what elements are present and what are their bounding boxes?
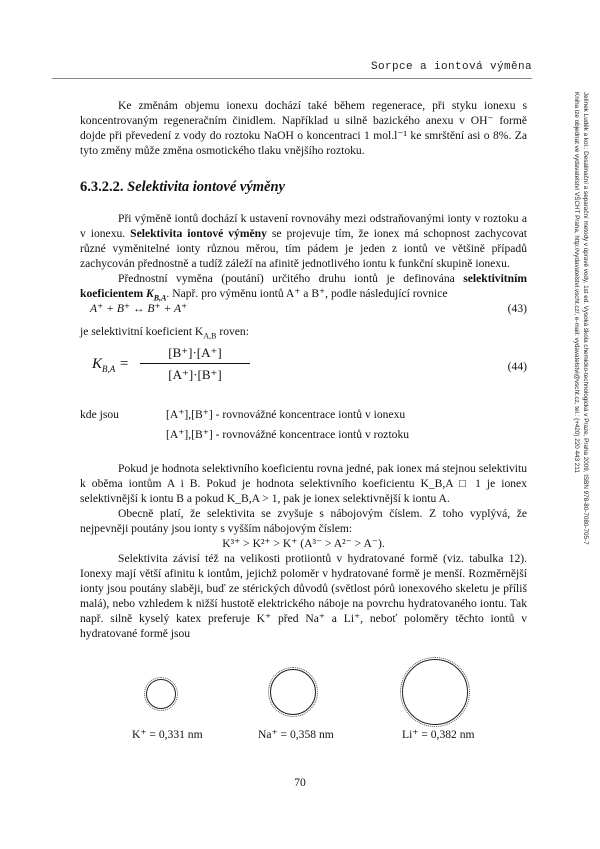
section-number: 6.3.2.2. — [80, 179, 124, 195]
definitions-block — [80, 407, 527, 447]
page-number: 70 — [294, 776, 306, 789]
definitions-label: kde jsou — [80, 408, 119, 421]
page-content — [80, 98, 527, 745]
equation-43 — [80, 301, 527, 318]
equation-44 — [80, 341, 527, 397]
text-run: je selektivitní koeficient K — [80, 325, 204, 338]
subscript: A,B — [203, 331, 217, 341]
ion-circle-li — [402, 659, 468, 725]
definition-ionex: [A⁺],[B⁺] - rovnovážné koncentrace iontů v ionexu — [166, 408, 406, 421]
side-citation-note — [538, 92, 590, 592]
paragraph-charge: Obecně platí, že selektivita se zvyšuje s nábojovým číslem. Z toho vyplývá, že nejpevněji poutány jsou ionty s vyšším nábojovým číslem: — [80, 507, 527, 535]
text-run: . Např. pro výměnu iontů A⁺ a B⁺, podle následující rovnice — [166, 287, 448, 300]
section-heading — [80, 180, 527, 195]
text-run: se projevuje tím, že ionex má schopnost zachycovat různé vyměnitelné ionty různou měrou, tím pádem je jeden z iontů ve většině případů zachycován přednostně a tudíž záleží na afinitě jednotlivého iontu k funkční skupině ionexu. — [80, 227, 527, 270]
side-note-line-2: Kniha lze objednat ve vydavatelství VŠCHT Praha, http://vydavatelstvi.vscht.cz/, e-mail: vydavatelstvi@vscht.cz, tel.: (+420) 220 443 211 — [573, 92, 580, 473]
running-header: Sorpce a iontová výměna — [370, 61, 532, 73]
bold-term: selektivitním koeficientem — [80, 272, 527, 300]
equation-44-number: (44) — [507, 360, 527, 373]
ion-label-k: K⁺ = 0,331 nm — [132, 728, 203, 741]
equation-43-number: (43) — [507, 302, 527, 315]
ion-circle-k — [146, 679, 176, 709]
paragraph-regeneration: Ke změnám objemu ionexu dochází také během regenerace, při styku ionexu s koncentrovaným regeneračním činidlem. Například u silně bazického anexu v OH⁻ formě dojde při převedení z vody do roztoku NaOH o koncentraci 1 mol.l⁻¹ ke smrštění asi o 8%. Za tyto změny může změna osmotického tlaku vnějšího roztoku. — [80, 99, 527, 157]
paragraph-coefficient: Přednostní vyměna (poutání) určitého druhu iontů je definována selektivitním koeficientem $K_{B,A}$. Např. pro výměnu iontů A⁺ a B⁺, podle následující rovnice — [80, 272, 527, 303]
ion-label-li: Li⁺ = 0,382 nm — [402, 728, 475, 741]
charge-series: K³⁺ > K²⁺ > K⁺ (A³⁻ > A²⁻ > A⁻). — [222, 537, 385, 550]
kab-intro — [80, 324, 527, 339]
ion-label-na: Na⁺ = 0,358 nm — [258, 728, 334, 741]
fraction-denominator: [A⁺]·[B⁺] — [168, 367, 222, 382]
side-note-line-1: Jelínek Luděk a kol.: Desalinační a separační metody v úpravě vody, 1st ed. Vysoká škola chemicko-technologická v Praze, Praha 2009, ISBN 978-80-7080-705-7 — [582, 92, 589, 545]
paragraph-coefficient-meaning: Pokud je hodnota selektivního koeficientu rovna jedné, pak ionex má stejnou selektivitu k oběma iontům A i B. Pokud je hodnota selektivního koeficientu K_B,A □ 1 je ionex selektivnější k iontu B a pokud K_B,A > 1, pak je ionex selektivnější k iontu A. — [80, 462, 527, 505]
equation-44-lhs: $K_{B,A}$ = — [92, 356, 130, 374]
ion-radius-figure — [80, 655, 527, 745]
ion-circle-na — [270, 669, 316, 715]
equation-44-fraction — [140, 345, 250, 382]
text-run: Přednostní vyměna (poutání) určitého druhu iontů je definována — [118, 272, 464, 285]
paragraph-hydrated-size: Selektivita závisí též na velikosti protiiontů v hydratované formě (viz. tabulka 12). Ionexy mají větší afinitu k iontům, jejichž poloměr v hydratované formě je menší. Rozměrnější ionty jsou poutány slaběji, buď ze stérických důvodů (světlost pórů ionexového skeletu je příliš malá), nebo vzhledem k nižší hustotě elektrického náboje na povrchu hydratovaného iontu. Tak např. silně kyselý katex preferuje K⁺ před Na⁺ a Li⁺, neboť poloměry těchto iontů v hydratované formě jsou — [80, 552, 527, 640]
bold-term: Selektivita iontové výměny — [130, 227, 267, 240]
definition-solution: [A⁺],[B⁺] - rovnovážné koncentrace iontů v roztoku — [166, 428, 410, 441]
equation-43-expression: A⁺ + B⁺ ↔ B⁺ + A⁺ — [90, 302, 188, 315]
text-run: Při výměně iontů dochází k ustavení rovnováhy mezi odstraňovanými ionty v roztoku a v ionexu. — [80, 212, 527, 240]
section-title: Selektivita iontové výměny — [127, 179, 285, 195]
fraction-numerator: [B⁺]·[A⁺] — [140, 345, 250, 364]
header-rule — [52, 78, 532, 79]
paragraph-selectivity — [80, 211, 527, 271]
text-run: roven: — [216, 325, 249, 338]
